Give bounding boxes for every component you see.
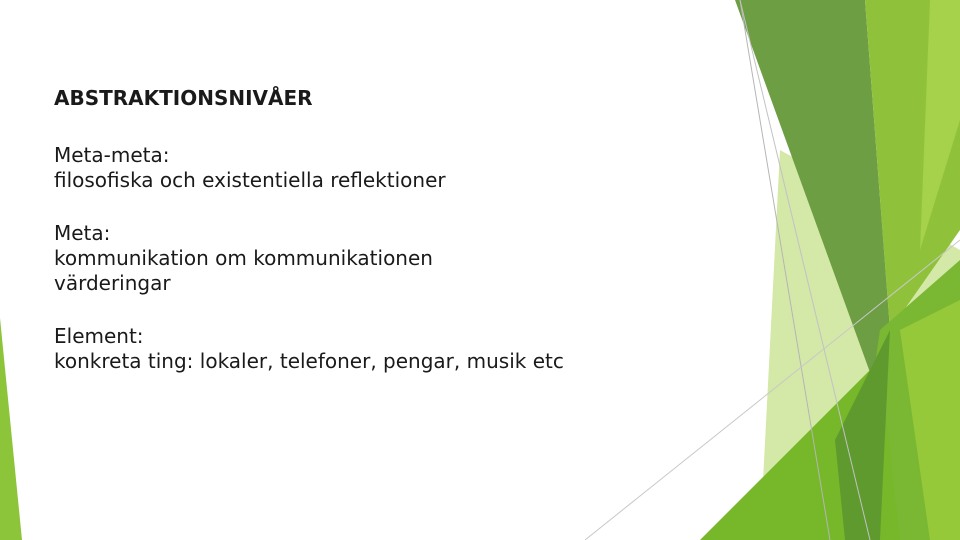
slide-heading: ABSTRAKTIONSNIVÅER bbox=[54, 86, 313, 110]
block-title: Meta-meta: bbox=[54, 143, 170, 167]
slide-content bbox=[54, 86, 734, 402]
block-title: Element: bbox=[54, 324, 144, 348]
text-block-meta bbox=[54, 221, 734, 296]
left-edge-sliver bbox=[0, 318, 22, 540]
text-block-meta-meta bbox=[54, 143, 734, 193]
block-line: filosofiska och existentiella reflektioner bbox=[54, 168, 446, 192]
block-line: konkreta ting: lokaler, telefoner, pengar, musik etc bbox=[54, 349, 564, 373]
block-line: värderingar bbox=[54, 271, 171, 295]
block-title: Meta: bbox=[54, 221, 111, 245]
text-block-element bbox=[54, 324, 734, 374]
block-line: kommunikation om kommunikationen bbox=[54, 246, 433, 270]
